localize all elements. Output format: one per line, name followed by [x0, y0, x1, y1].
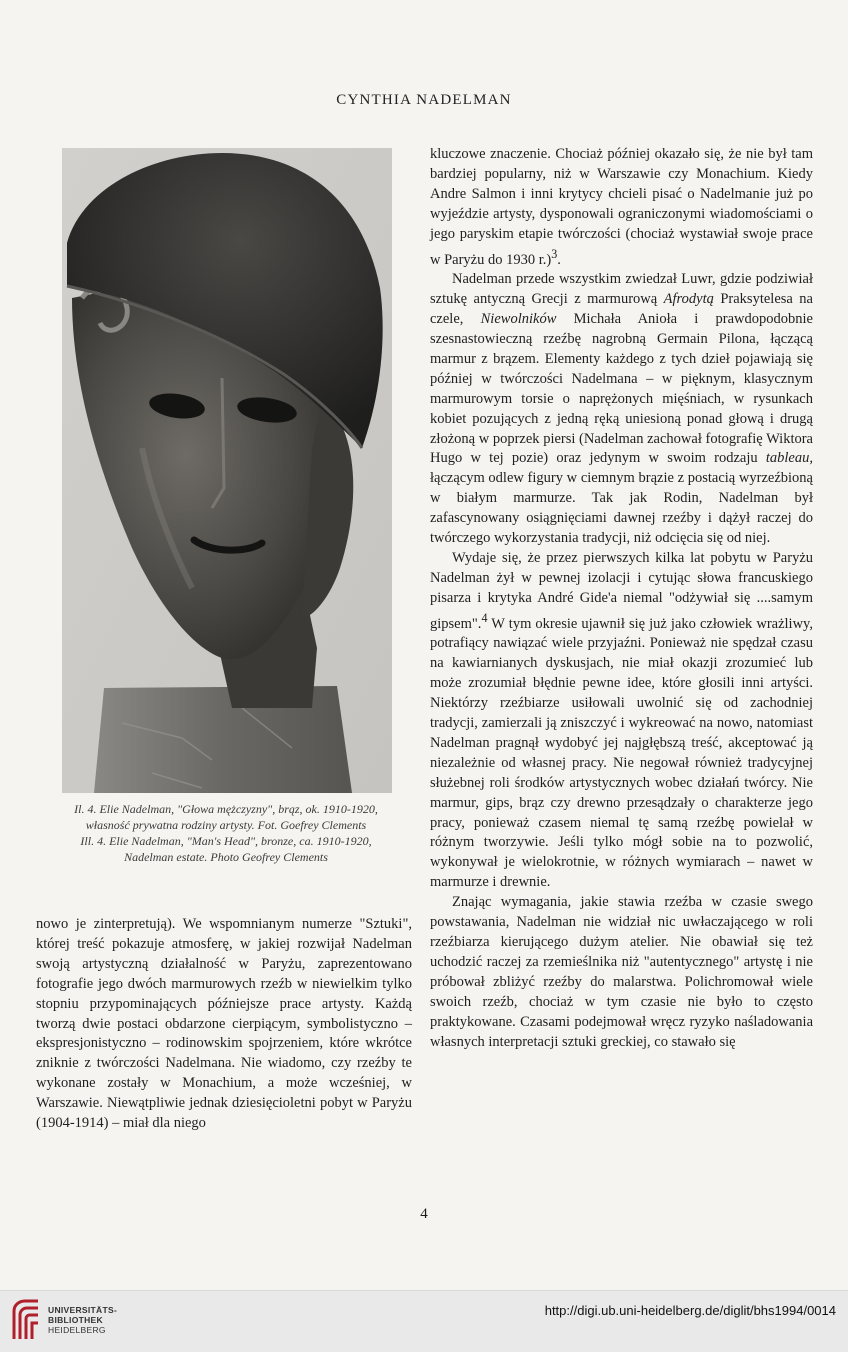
university-library-logo-icon[interactable] [10, 1299, 42, 1341]
viewer-footer [0, 1290, 848, 1352]
footnote-ref: 4 [481, 610, 488, 625]
paragraph: nowo je zinterpretują). We wspomnianym numerze "Sztuki", której treść pokazuje atmosferę, w jakiej rozwijał Nadelman swoją artystyczną działalność w Paryżu, zaprezentowano fotografie jego dwóch marmurowych rzeźb w niewielkim tylko stopniu przypominających późniejsze prace artysty. Każdą tworzą dwie postaci obdarzone cierpiącym, symbolistyczno – ekspresjonistyczno – rodinowskim spojrzeniem, które wkrótce zniknie z twórczości Nadelmana. Nie wiadomo, czy rzeźby te wykonane zostały w Monachium, a może wcześniej, w Warszawie. Niewątpliwie jednak dziesięcioletni pobyt w Paryżu (1904-1914) – miał dla niego [36, 916, 412, 1132]
caption-line: własność prywatna rodziny artysty. Fot. Goefrey Clements [85, 818, 367, 832]
running-head: CYNTHIA NADELMAN [336, 92, 512, 108]
bronze-head-illustration [62, 148, 392, 793]
document-url-link[interactable]: http://digi.ub.uni-heidelberg.de/diglit/bhs1994/0014 [544, 1303, 836, 1318]
paragraph: Wydaje się, że przez pierwszych kilka lat pobytu w Paryżu Nadelman żył w pewnej izolacji i cytując słowa francuskiego pisarza i krytyka André Gide'a niemal "odżywiał się ....samym gipsem".$^4$ W tym okresie ujawnił się już jako człowiek wrażliwy, potrafiący nawiązać wiele przyjaźni. Ponieważ nie spędzał czasu na kawiarnianych dyskusjach, nie miał okazji zrozumieć lub może zrozumiał błędnie pewne idee, które głosili inni artyści. Niektórzy rzeźbiarze usiłowali uwolnić się od zachodniej tradycji, zamierzali ją zniszczyć i wykreować na nowo, natomiast Nadelman pragnął wydobyć jej najgłębszą treść, akceptować ją niezależnie od własnej pracy. Nie negował również tradycyjnej służebnej roli środków artystycznych wobec działań twórcy. Nie marmur, gips, brąz czy drewno przesądzały o charakterze jego pracy, ponieważ czasem niemal tę samą rzeźbę powielał w różnym tworzywie. Jeśli tylko mógł sobie na to pozwolić, wykonywał je wielokrotnie, w różnych wymiarach – nawet w marmurze i drewnie. [430, 549, 813, 891]
paragraph: kluczowe znaczenie. Chociaż później okazało się, że nie był tam bardziej popularny, niż w Warszawie czy Monachium. Kiedy Andre Salmon i inni krytycy chcieli pisać o Nadelmanie już po wyjeździe artysty, dysponowali ograniczonymi wiadomościami o jego paryskim etapie twórczości (chociaż wystawiał swoje prace w Paryżu do 1930 r.)$^3$. [430, 146, 813, 268]
library-name[interactable]: UNIVERSITÄTS- BIBLIOTHEK HEIDELBERG [48, 1305, 118, 1335]
page-number: 4 [420, 1206, 428, 1222]
right-text-column [430, 145, 813, 1052]
figure-caption [40, 801, 412, 865]
left-text-column [36, 915, 412, 1134]
paragraph: Nadelman przede wszystkim zwiedzał Luwr, gdzie podziwiał sztukę antyczną Grecji z marmurową Afrodytą Praksytelesa na czele, Niewolników Michała Anioła i prawdopodobnie szesnastowieczną rzeźbę nagrobną Germain Pilona, łączącą marmur z brązem. Elementy każdego z tych dzieł pojawiają się później w twórczości Nadelmana – w pięknym, klasycznym marmurowym torsie o naprężonych mięśniach, w rysunkach kobiet pozujących z jedną ręką uniesioną ponad głową i drugą złożoną w poprzek piersi (Nadelman zachował fotografię Wiktora Hugo w tej pozie) oraz jedynym w swoim rodzaju tableau, łączącym odlew figury w ciemnym brązie z postacią wyrzeźbioną w białym marmurze. Tak jak Rodin, Nadelman był zafascynowany osiągnięciami dawnej rzeźby i dążył raczej do twórczego wykorzystania tradycji, niż odcięcia się od niej. [430, 271, 813, 547]
caption-line: Nadelman estate. Photo Geofrey Clements [124, 850, 328, 864]
sculpture-photo [62, 148, 392, 793]
caption-line: Ill. 4. Elie Nadelman, "Man's Head", bronze, ca. 1910-1920, [80, 834, 372, 848]
footnote-ref: 3 [551, 246, 558, 261]
caption-line: Il. 4. Elie Nadelman, "Głowa mężczyzny", brąz, ok. 1910-1920, [74, 802, 378, 816]
paragraph: Znając wymagania, jakie stawia rzeźba w czasie swego powstawania, Nadelman nie widział nic uwłaczającego w roli rzeźbiarza kierującego dużym atelier. Nie obawiał się też uchodzić raczej za rzemieślnika niż "autentycznego" artystę i nie próbował zbliżyć rzeźby do malarstwa. Polichromował wiele swoich rzeźb, chociaż w tym czasie nie było to często praktykowane. Czasami podejmował wręcz ryzyko naśladowania własnych interpretacji sztuki greckiej, co stawało się [430, 894, 813, 1050]
